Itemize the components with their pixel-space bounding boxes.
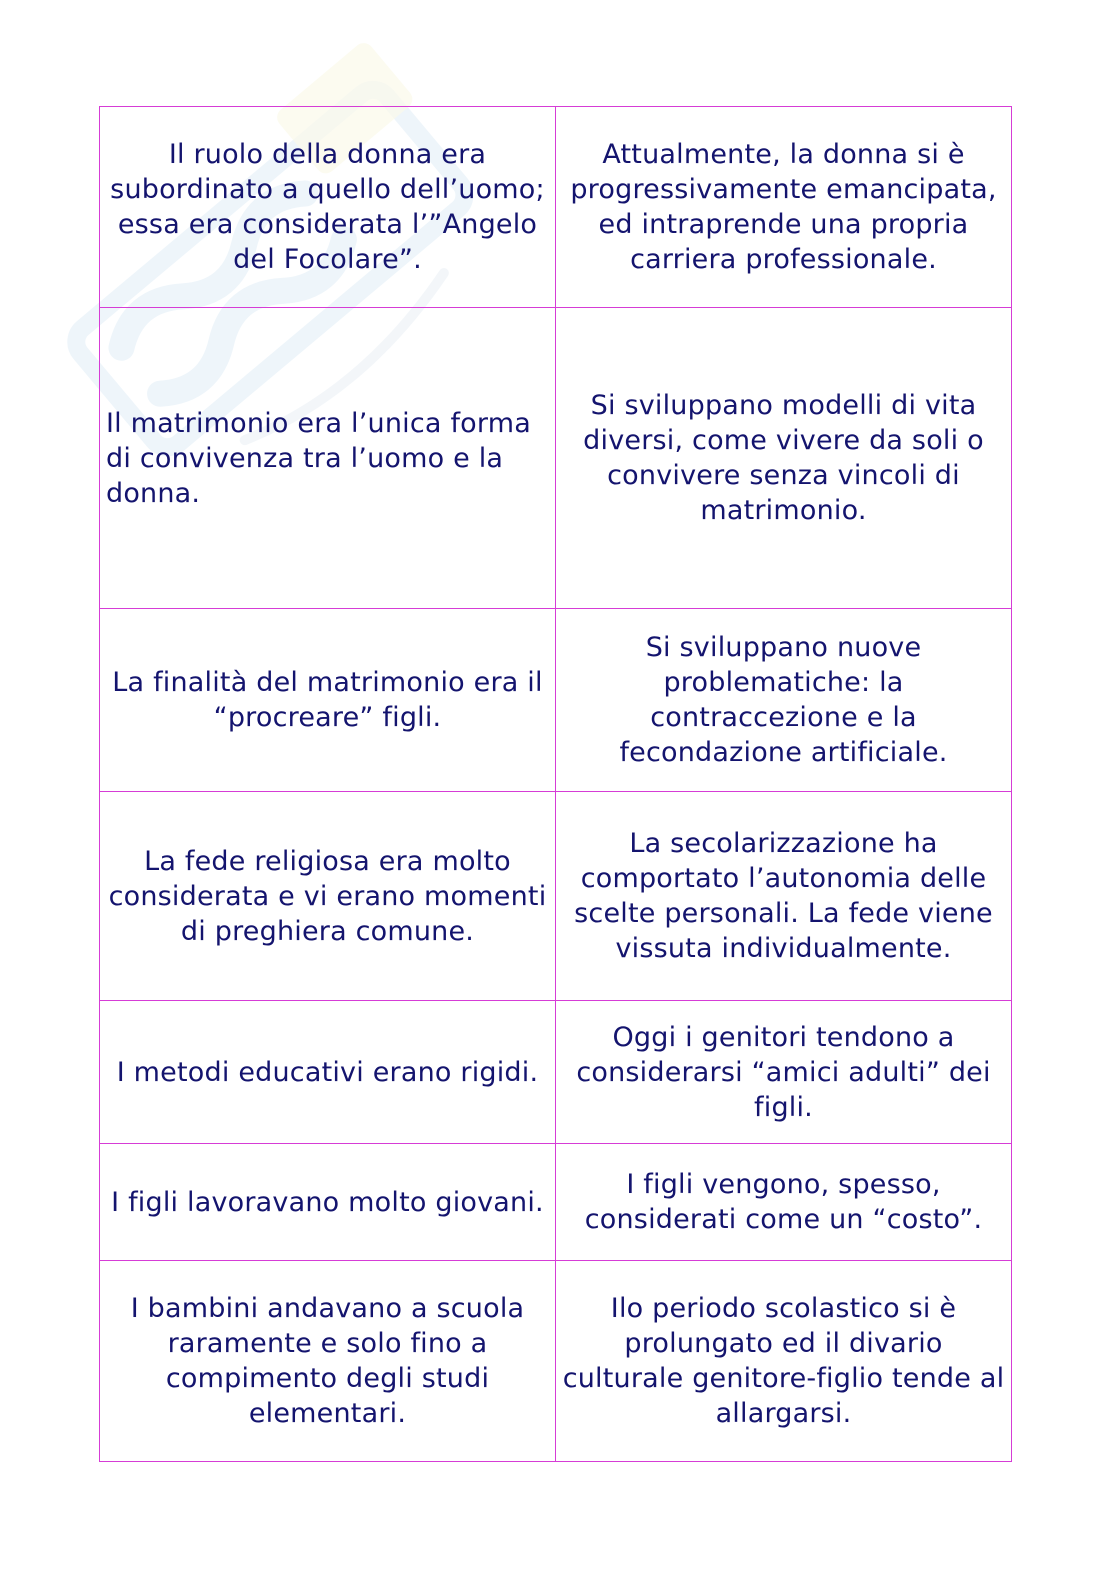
cell-past: Il matrimonio era l’unica forma di convivenza tra l’uomo e la donna.: [100, 308, 556, 609]
cell-past: La fede religiosa era molto considerata e vi erano momenti di preghiera comune.: [100, 792, 556, 1001]
table-row: [100, 107, 1012, 308]
cell-present: Ilo periodo scolastico si è prolungato ed il divario culturale genitore-figlio tende al allargarsi.: [556, 1261, 1012, 1462]
table-row: [100, 308, 1012, 609]
cell-present: Si sviluppano nuove problematiche: la contraccezione e la fecondazione artificiale.: [556, 609, 1012, 792]
table-row: [100, 1261, 1012, 1462]
table-row: [100, 1144, 1012, 1261]
cell-past: I figli lavoravano molto giovani.: [100, 1144, 556, 1261]
cell-present: La secolarizzazione ha comportato l’autonomia delle scelte personali. La fede viene vissuta individualmente.: [556, 792, 1012, 1001]
table-row: [100, 792, 1012, 1001]
cell-present: Oggi i genitori tendono a considerarsi “amici adulti” dei figli.: [556, 1001, 1012, 1144]
cell-past: I bambini andavano a scuola raramente e solo fino a compimento degli studi elementari.: [100, 1261, 556, 1462]
cell-present: I figli vengono, spesso, considerati come un “costo”.: [556, 1144, 1012, 1261]
cell-present: Attualmente, la donna si è progressivamente emancipata, ed intraprende una propria carriera professionale.: [556, 107, 1012, 308]
cell-present: Si sviluppano modelli di vita diversi, come vivere da soli o convivere senza vincoli di matrimonio.: [556, 308, 1012, 609]
cell-past: La finalità del matrimonio era il “procreare” figli.: [100, 609, 556, 792]
table-row: [100, 1001, 1012, 1144]
cell-past: Il ruolo della donna era subordinato a quello dell’uomo; essa era considerata l’”Angelo del Focolare”.: [100, 107, 556, 308]
comparison-table: [99, 106, 1012, 1462]
cell-past: I metodi educativi erano rigidi.: [100, 1001, 556, 1144]
table-row: [100, 609, 1012, 792]
